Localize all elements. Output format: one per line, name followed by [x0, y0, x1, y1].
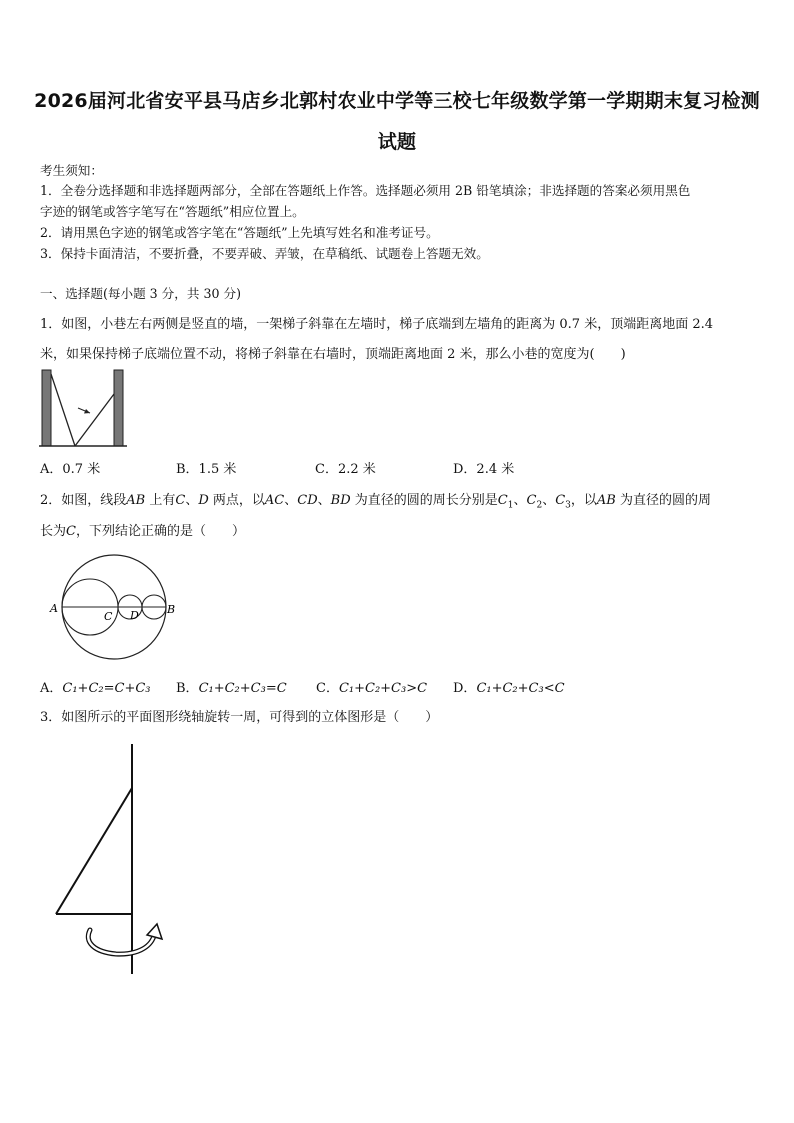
question-1-text: 1．如图，小巷左右两侧是竖直的墙，一架梯子斜靠在左墙时，梯子底端到左墙角的距离为 0.7 米，顶端距离地面 2.4	[40, 317, 714, 332]
q1-option-b[interactable]: B．1.5 米	[176, 462, 237, 477]
page-title: 2026届河北省安平县马店乡北郭村农业中学等三校七年级数学第一学期期末复习检测	[34, 90, 760, 112]
notice-item-1: 1．全卷分选择题和非选择题两部分，全部在答题纸上作答。选择题必须用 2B 铅笔填涂；非选择题的答案必须用黑色	[40, 183, 691, 198]
question-2-text: 2．如图，线段AB 上有C、D 两点，以AC、CD、BD 为直径的圆的周长分别是$C_1$、$C_2$、$C_3$，以AB 为直径的圆的周	[40, 493, 711, 511]
rotation-arrow-head-icon	[147, 924, 162, 939]
q2-option-d[interactable]: D．C₁+C₂+C₃<C	[453, 681, 565, 696]
question-2-text-cont: 长为C，下列结论正确的是（ ）	[40, 524, 245, 539]
ladder-right	[75, 394, 114, 446]
question-3-figure	[50, 742, 166, 976]
page-title-line2: 试题	[377, 131, 417, 153]
right-wall	[114, 370, 123, 446]
left-wall	[42, 370, 51, 446]
label-b: B	[167, 603, 176, 616]
triangle-hypotenuse	[56, 788, 132, 914]
question-2-figure	[48, 549, 180, 665]
q2-option-c[interactable]: C．C₁+C₂+C₃>C	[316, 681, 428, 696]
q1-option-c[interactable]: C．2.2 米	[315, 462, 376, 477]
label-d: D	[130, 609, 139, 622]
ladder-left	[51, 374, 75, 446]
q2-option-b[interactable]: B．C₁+C₂+C₃=C	[176, 681, 287, 696]
notice-item-1-cont: 字迹的钢笔或答字笔写在“答题纸”相应位置上。	[40, 204, 305, 219]
notice-item-2: 2．请用黑色字迹的钢笔或答字笔在“答题纸”上先填写姓名和准考证号。	[40, 225, 439, 240]
question-1-figure	[38, 366, 130, 450]
notice-heading: 考生须知：	[40, 163, 103, 178]
q1-option-a[interactable]: A．0.7 米	[40, 462, 101, 477]
label-c: C	[104, 610, 113, 623]
question-3-text: 3．如图所示的平面图形绕轴旋转一周，可得到的立体图形是（ ）	[40, 710, 439, 725]
q1-option-d[interactable]: D．2.4 米	[453, 462, 515, 477]
question-1-text-cont: 米，如果保持梯子底端位置不动，将梯子斜靠在右墙时，顶端距离地面 2 米，那么小巷的宽度为( )	[40, 347, 626, 362]
label-a: A	[50, 602, 58, 615]
q2-option-a[interactable]: A．C₁+C₂=C+C₃	[40, 681, 151, 696]
section-heading: 一、选择题(每小题 3 分，共 30 分)	[40, 286, 242, 301]
notice-item-3: 3．保持卡面清洁，不要折叠，不要弄破、弄皱，在草稿纸、试题卷上答题无效。	[40, 246, 489, 261]
